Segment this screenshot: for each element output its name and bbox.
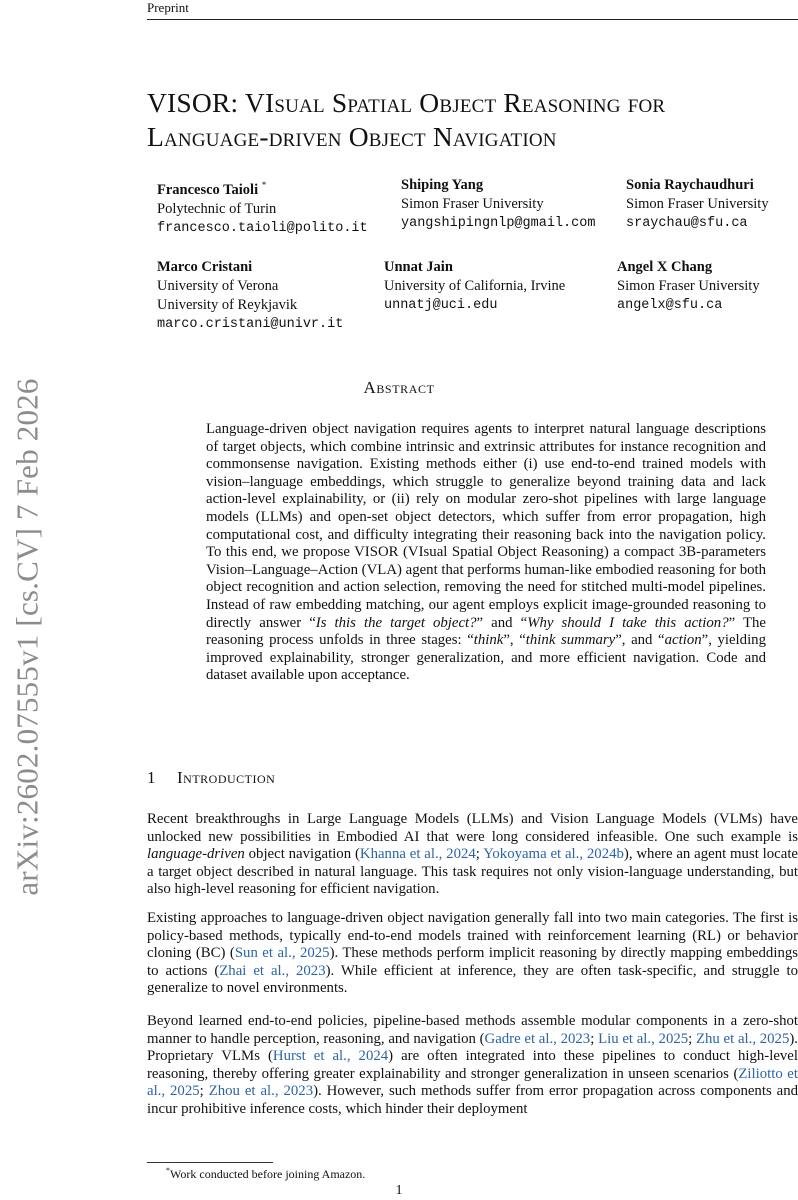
author-email[interactable]: yangshipingnlp@gmail.com — [401, 216, 596, 231]
intro-paragraph-1: Recent breakthroughs in Large Language Models (LLMs) and Vision Language Models (VLMs) have unlocked new possibilities in Embodied AI that were long considered infeasible. One such example is language-driven object navigation (Khanna et al., 2024; Yokoyama et al., 2024b), where an agent must locate a target object described in natural language. This task requires not only vision-language understanding, but also high-level reasoning for efficient navigation. — [147, 811, 798, 898]
author-name: Francesco Taioli — [157, 181, 259, 198]
author-email[interactable]: angelx@sfu.ca — [617, 298, 723, 313]
paper-title — [147, 86, 798, 154]
citation-link[interactable]: Hurst et al., 2024 — [272, 1048, 389, 1065]
abstract-text: Language-driven object navigation requires agents to interpret natural language descriptions of target objects, which combine intrinsic and extrinsic attributes for instance recognition and commonsense navigation. Existing methods either (i) use end-to-end trained models with vision–language embeddings, which struggle to generalize beyond training data and lack action-level explainability, or (ii) rely on modular zero-shot pipelines with large language models (LLMs) and open-set object detectors, which suffer from error propagation, high computational cost, and difficulty integrating their reasoning back into the navigation policy. To this end, we propose VISOR (VIsual Spatial Object Reasoning) a compact 3B-parameters Vision–Language–Action (VLA) agent that performs human-like embodied reasoning for both object recognition and action selection, removing the need for stitched multi-model pipelines. Instead of raw embedding matching, our agent employs explicit image-grounded reasoning to directly answer “Is this the target object?” and “Why should I take this action?” The reasoning process unfolds in three stages: “think”, “think summary”, and “action”, yielding improved explainability, stronger generalization, and more efficient navigation. Code and dataset available upon acceptance. — [206, 421, 767, 684]
author-affiliation: Simon Fraser University — [401, 196, 544, 212]
author-block — [617, 258, 760, 315]
citation-link[interactable]: Ziliotto et al., 2025 — [147, 1065, 798, 1100]
footnote-mark: * — [166, 1166, 170, 1175]
author-name: Shiping Yang — [401, 177, 484, 193]
author-email[interactable]: sraychau@sfu.ca — [626, 216, 748, 231]
author-affiliation: University of California, Irvine — [384, 278, 566, 294]
citation-link[interactable]: Gadre et al., 2023 — [484, 1030, 591, 1047]
author-name: Unnat Jain — [384, 259, 453, 275]
citation-link[interactable]: Sun et al., 2025 — [234, 945, 330, 962]
author-name: Angel X Chang — [617, 259, 713, 275]
author-affiliation-2: University of Reykjavik — [157, 297, 298, 313]
author-email[interactable]: francesco.taioli@polito.it — [157, 220, 368, 236]
section-number: 1 — [147, 768, 156, 787]
author-block — [384, 258, 565, 315]
citation-link[interactable]: Zhou et al., 2023 — [208, 1083, 314, 1100]
abstract-heading: Abstract — [363, 378, 435, 397]
footnote-text: Work conducted before joining Amazon. — [170, 1167, 366, 1181]
title-line-2: Language-driven Object Navigation — [147, 121, 557, 152]
author-email[interactable]: marco.cristani@univr.it — [157, 317, 344, 332]
header-rule — [147, 19, 798, 20]
author-name: Sonia Raychaudhuri — [626, 177, 754, 193]
author-block — [626, 176, 769, 233]
author-name: Marco Cristani — [157, 259, 253, 275]
author-affiliation: Polytechnic of Turin — [157, 200, 277, 217]
author-mark: * — [261, 180, 267, 190]
footnote — [166, 1166, 365, 1182]
arxiv-stamp-text: arXiv:2602.07555v1 [cs.CV] 7 Feb 2026 — [10, 378, 46, 896]
section-title: Introduction — [177, 768, 276, 787]
citation-link[interactable]: Khanna et al., 2024 — [359, 846, 476, 863]
citation-link[interactable]: Yokoyama et al., 2024b — [483, 846, 624, 863]
author-affiliation: Simon Fraser University — [626, 196, 769, 212]
author-block — [401, 176, 595, 233]
author-email[interactable]: unnatj@uci.edu — [384, 298, 498, 313]
footnote-rule — [147, 1162, 273, 1163]
intro-paragraph-2: Existing approaches to language-driven object navigation generally fall into two main categories. The first is policy-based methods, typically end-to-end models trained with reinforcement learning (RL) or behavior cloning (BC) (Sun et al., 2025). These methods perform implicit reasoning by directly mapping embeddings to actions (Zhai et al., 2023). While efficient at inference, they are often task-specific, and struggle to generalize to novel environments. — [147, 910, 798, 997]
running-header: Preprint — [147, 0, 189, 15]
citation-link[interactable]: Liu et al., 2025 — [598, 1030, 689, 1047]
title-line-1: VISOR: VIsual Spatial Object Reasoning for — [147, 87, 666, 118]
citation-link[interactable]: Zhu et al., 2025 — [695, 1030, 790, 1047]
intro-paragraph-3: Beyond learned end-to-end policies, pipeline-based methods assemble modular components in a zero-shot manner to handle perception, reasoning, and navigation (Gadre et al., 2023; Liu et al., 2025; Zhu et al., 2025). Proprietary VLMs (Hurst et al., 2024) are often integrated into these pipelines to conduct high-level reasoning, thereby offering greater explainability and stronger generalization in unseen scenarios (Ziliotto et al., 2025; Zhou et al., 2023). However, such methods suffer from error propagation across components and incur prohibitive inference costs, which hinder their deployment — [147, 1013, 798, 1117]
author-affiliation: Simon Fraser University — [617, 278, 760, 294]
author-block — [157, 258, 343, 334]
page-number: 1 — [395, 1183, 403, 1198]
author-block — [157, 176, 368, 238]
author-affiliation: University of Verona — [157, 278, 279, 294]
section-heading — [147, 768, 275, 788]
arxiv-stamp — [0, 319, 56, 955]
citation-link[interactable]: Zhai et al., 2023 — [219, 962, 326, 979]
